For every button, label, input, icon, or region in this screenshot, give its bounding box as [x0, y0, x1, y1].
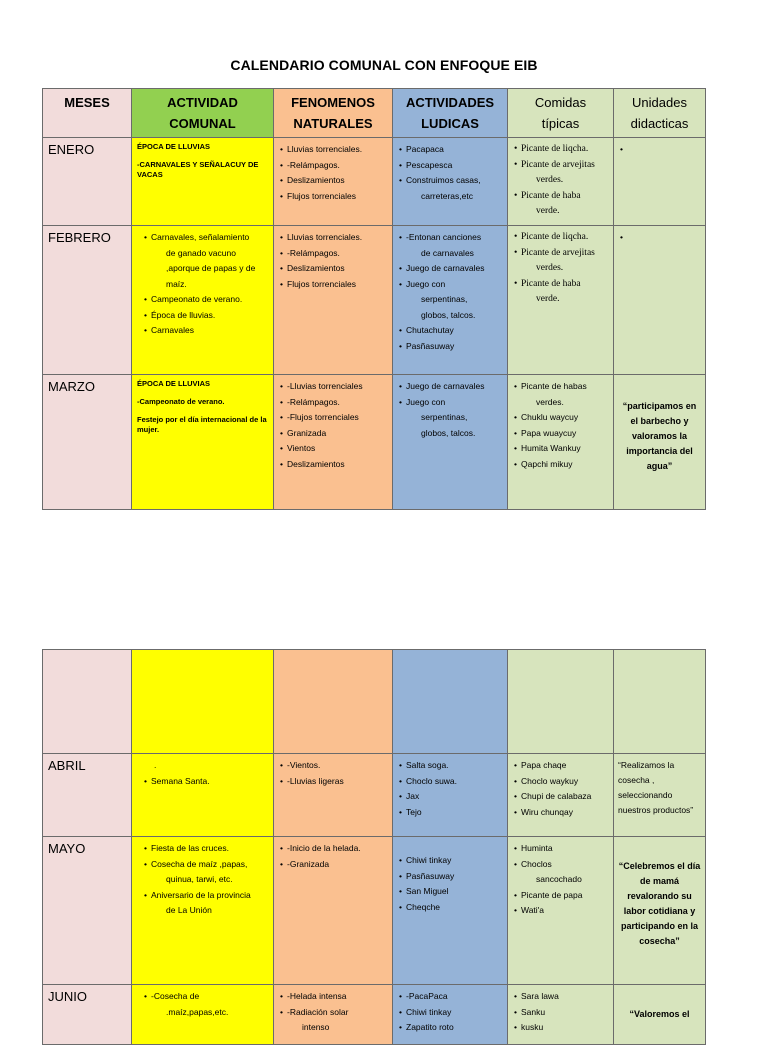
month-label: ENERO [48, 142, 95, 157]
ludicas-list: • Pacapaca • Pescapesca • Construimos casas, carreteras,etc [393, 138, 507, 204]
header-comidas-tipicas: Comidas típicas [508, 89, 614, 138]
unidad-didactica: “Realizamos la cosecha , seleccionando nuestros productos” [618, 760, 694, 815]
header-actividades-ludicas: ACTIVIDADES LUDICAS [393, 89, 508, 138]
table-row [43, 375, 706, 510]
calendar-table-1 [42, 88, 706, 510]
comidas-list: • Papa chaqe • Choclo waykuy • Chupi de calabaza • Wiru chunqay [508, 754, 613, 820]
unidad-didactica: “Valoremos el [629, 1009, 690, 1019]
fenomenos-list: • -Vientos. • -Lluvias ligeras [274, 754, 392, 789]
table-row [43, 754, 706, 837]
actividad-list: . • Semana Santa. [132, 754, 273, 789]
fenomenos-list: • -Lluvias torrenciales • -Relámpagos. • -Flujos torrenciales • Granizada • Vientos • Deslizamientos [274, 375, 392, 472]
actividad-cell: ÉPOCA DE LLUVIAS -CARNAVALES Y SEÑALACUY DE VACAS [137, 142, 259, 179]
ludicas-list: • Juego de carnavales • Juego con serpentinas, globos, talcos. [393, 375, 507, 441]
header-unidades-didacticas: Unidades didacticas [614, 89, 706, 138]
actividad-cell: ÉPOCA DE LLUVIAS -Campeonato de verano. Festejo por el día internacional de la mujer. [137, 379, 267, 434]
actividad-list: • Fiesta de las cruces. • Cosecha de maíz ,papas, quinua, tarwi, etc. • Aniversario de la provincia de La Unión [132, 837, 273, 919]
ludicas-list: • -Entonan canciones de carnavales • Juego de carnavales • Juego con serpentinas, globos, talcos. • Chutachutay • Pasñasuway [393, 226, 507, 354]
unidades-list [614, 138, 705, 142]
fenomenos-list: • Lluvias torrenciales. • -Relámpagos. • Deslizamientos • Flujos torrenciales [274, 226, 392, 292]
page-title: CALENDARIO COMUNAL CON ENFOQUE EIB [230, 57, 538, 73]
month-label: MARZO [48, 379, 95, 394]
fenomenos-list: • -Helada intensa • -Radiación solar intenso [274, 985, 392, 1036]
actividad-list: • Carnavales, señalamiento de ganado vacuno ,aporque de papas y de maíz. • Campeonato de verano. • Época de lluvias. • Carnavales [132, 226, 273, 339]
fenomenos-list: • -Inicio de la helada. • -Granizada [274, 837, 392, 872]
month-label: JUNIO [48, 989, 87, 1004]
unidad-didactica: “Celebremos el día de mamá revalorando su labor cotidiana y participando en la cosecha” [618, 861, 701, 946]
calendar-table-2 [42, 649, 706, 1045]
comidas-list: • Picante de liqcha. • Picante de arvejitas verdes. • Picante de haba verde. [508, 138, 613, 220]
ludicas-list: • Chiwi tinkay • Pasñasuway • San Miguel • Cheqche [393, 837, 507, 915]
table-row [43, 985, 706, 1045]
actividad-list: • -Cosecha de .maíz,papas,etc. [132, 985, 273, 1020]
comidas-list: • Huminta • Choclos sancochado • Picante de papa • Wati'a [508, 837, 613, 919]
table-row [43, 138, 706, 226]
month-label: FEBRERO [48, 230, 111, 245]
header-fenomenos-naturales: FENOMENOS NATURALES [274, 89, 393, 138]
table-row [43, 837, 706, 985]
unidades-list [614, 226, 705, 230]
header-actividad-comunal: ACTIVIDAD COMUNAL [132, 89, 274, 138]
fenomenos-list: • Lluvias torrenciales. • -Relámpagos. • Deslizamientos • Flujos torrenciales [274, 138, 392, 204]
ludicas-list: • -PacaPaca • Chiwi tinkay • Zapatito roto [393, 985, 507, 1036]
header-meses: MESES [43, 89, 132, 138]
comidas-list: • Picante de habas verdes. • Chuklu waycuy • Papa wuaycuy • Humita Wankuy • Qapchi mikuy [508, 375, 613, 472]
unidad-didactica: “participamos en el barbecho y valoramos la importancia del agua” [622, 401, 697, 471]
comidas-list: • Picante de liqcha. • Picante de arvejitas verdes. • Picante de haba verde. [508, 226, 613, 308]
table-row [43, 226, 706, 375]
month-label: MAYO [48, 841, 86, 856]
ludicas-list: • Salta soga. • Choclo suwa. • Jax • Tejo [393, 754, 507, 820]
comidas-list: • Sara lawa • Sanku • kusku [508, 985, 613, 1036]
table-row-header-empty [43, 650, 706, 754]
month-label: ABRIL [48, 758, 86, 773]
